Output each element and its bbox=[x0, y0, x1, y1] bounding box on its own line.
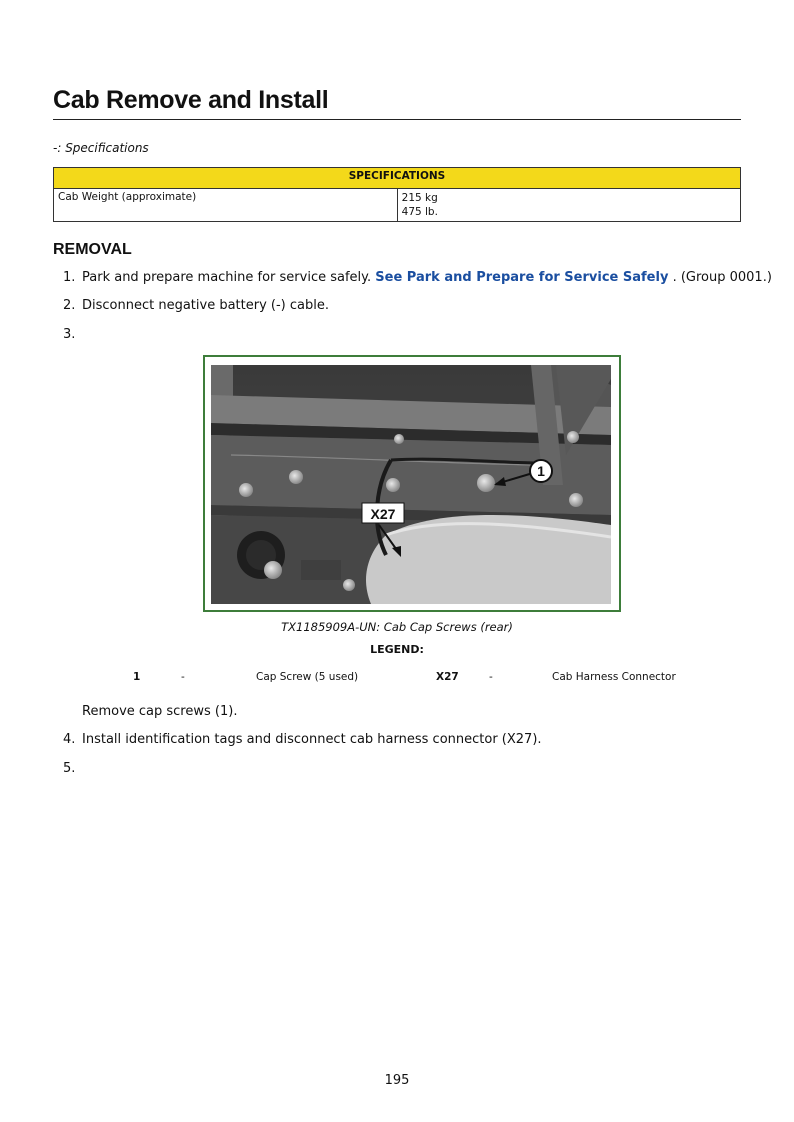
specifications-table bbox=[53, 167, 741, 222]
callout-1: 1 bbox=[537, 463, 545, 479]
step-text bbox=[82, 270, 772, 285]
step-number: 3. bbox=[63, 327, 76, 342]
legend-description: Cab Harness Connector bbox=[552, 671, 676, 683]
step-number: 1. bbox=[63, 270, 76, 285]
cab-cap-screws-figure bbox=[203, 355, 621, 612]
step-number: 5. bbox=[63, 761, 76, 776]
step-text: Disconnect negative battery (-) cable. bbox=[82, 298, 329, 313]
legend-description: Cap Screw (5 used) bbox=[256, 671, 359, 683]
specifications-caption: -: Specifications bbox=[53, 141, 149, 155]
step-text-after: . (Group 0001.) bbox=[672, 270, 772, 285]
page-number: 195 bbox=[384, 1073, 410, 1088]
table-row bbox=[54, 189, 741, 222]
section-heading: REMOVAL bbox=[53, 241, 132, 258]
legend-key: X27 bbox=[436, 671, 459, 683]
step-text: Remove cap screws (1). bbox=[82, 704, 238, 719]
step-number: 4. bbox=[63, 732, 76, 747]
specifications-header: SPECIFICATIONS bbox=[54, 168, 741, 189]
figure-caption: TX1185909A-UN: Cab Cap Screws (rear) bbox=[281, 620, 513, 634]
step-text-before: Park and prepare machine for service safely. bbox=[82, 270, 372, 285]
step-text: Install identification tags and disconnect cab harness connector (X27). bbox=[82, 732, 542, 747]
legend-key: 1 bbox=[133, 671, 141, 683]
spec-label: Cab Weight (approximate) bbox=[54, 189, 398, 222]
spec-value-metric: 215 kg bbox=[401, 192, 438, 204]
step-number: 2. bbox=[63, 298, 76, 313]
cab-cap-screws-photo bbox=[211, 365, 611, 604]
legend-dash: - bbox=[489, 671, 493, 683]
legend-dash: - bbox=[181, 671, 185, 683]
spec-value bbox=[397, 189, 740, 222]
park-and-prepare-link[interactable]: See Park and Prepare for Service Safely bbox=[375, 270, 669, 285]
spec-value-imperial: 475 lb. bbox=[401, 206, 438, 218]
legend-title: LEGEND: bbox=[370, 643, 424, 656]
callout-x27: X27 bbox=[370, 506, 396, 522]
page-title: Cab Remove and Install bbox=[53, 86, 741, 120]
